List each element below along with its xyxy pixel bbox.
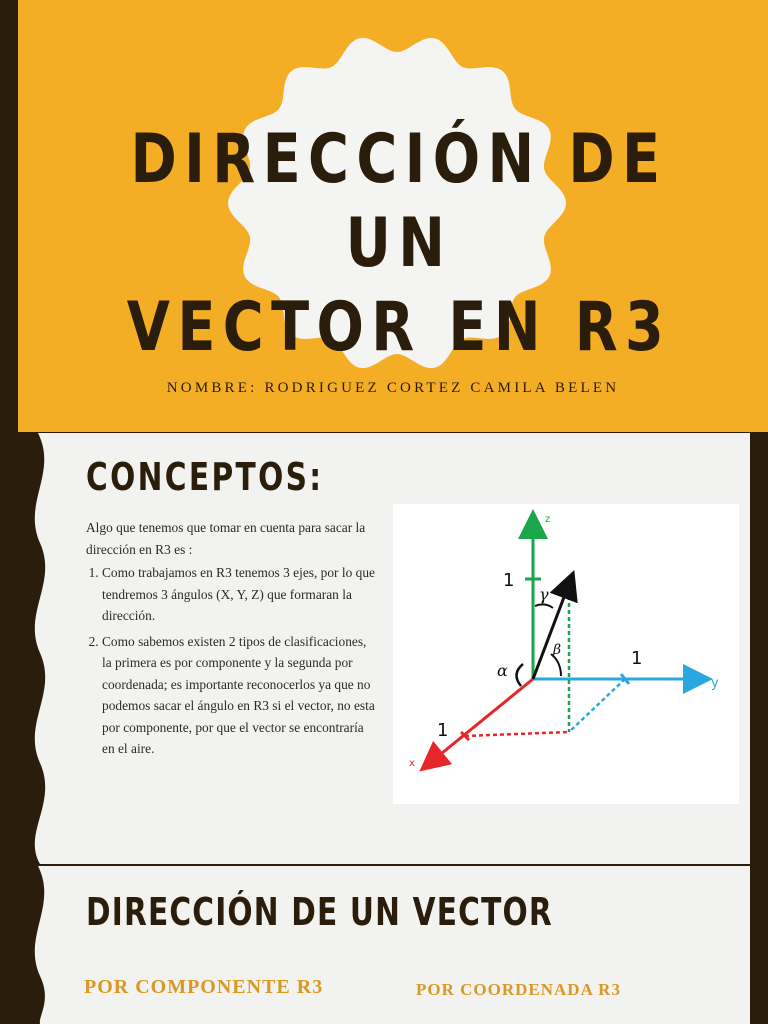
guide-red xyxy=(465,732,569,736)
y-tick-label: 1 xyxy=(631,648,643,669)
guide-blue xyxy=(569,679,625,732)
by-coordinate-label: POR COORDENADA R3 xyxy=(416,980,621,999)
wavy-left-border xyxy=(0,433,60,864)
concepts-slide xyxy=(0,433,750,864)
by-component-label: POR COMPONENTE R3 xyxy=(84,976,324,998)
intro-text: Algo que tenemos que tomar en cuenta para sacar la dirección en R3 es : xyxy=(86,520,366,557)
z-axis-label: z xyxy=(545,514,551,525)
page-title xyxy=(96,118,701,370)
direction-slide xyxy=(0,866,750,1024)
title-line-2: VECTOR EN R3 xyxy=(126,288,672,367)
concepts-list xyxy=(86,562,376,760)
author-name: NOMBRE: RODRIGUEZ CORTEZ CAMILA BELEN xyxy=(166,380,620,396)
wavy-left-border xyxy=(0,866,60,1024)
y-axis-label: y xyxy=(711,676,719,691)
alpha-arc xyxy=(516,664,523,686)
gamma-arc xyxy=(535,604,553,608)
concepts-heading: CONCEPTOS: xyxy=(86,455,324,499)
x-tick-label: 1 xyxy=(437,720,449,741)
concepts-body xyxy=(86,517,376,764)
alpha-label: α xyxy=(497,661,508,680)
direction-heading: DIRECCIÓN DE UN VECTOR xyxy=(86,890,553,934)
list-item: 1. Como trabajamos en R3 tenemos 3 ejes, por lo que tendremos 3 ángulos (X, Y, Z) que formaran la dirección. xyxy=(102,562,376,627)
list-item: 2. Como sabemos existen 2 tipos de clasificaciones, la primera es por componente y la segunda por coordenada; es importante reconocerlos ya que no podemos sacar el ángulo en R3 si el vector, no esta por componente, por que el vector se encontraría en el aire. xyxy=(102,631,376,760)
title-slide xyxy=(0,0,768,432)
beta-label: β xyxy=(553,642,562,658)
title-line-1: DIRECCIÓN DE UN xyxy=(130,120,668,283)
gamma-label: γ xyxy=(539,585,549,604)
z-tick-label: 1 xyxy=(503,570,515,591)
x-axis-label: x xyxy=(409,758,415,769)
vector-diagram xyxy=(393,504,739,804)
